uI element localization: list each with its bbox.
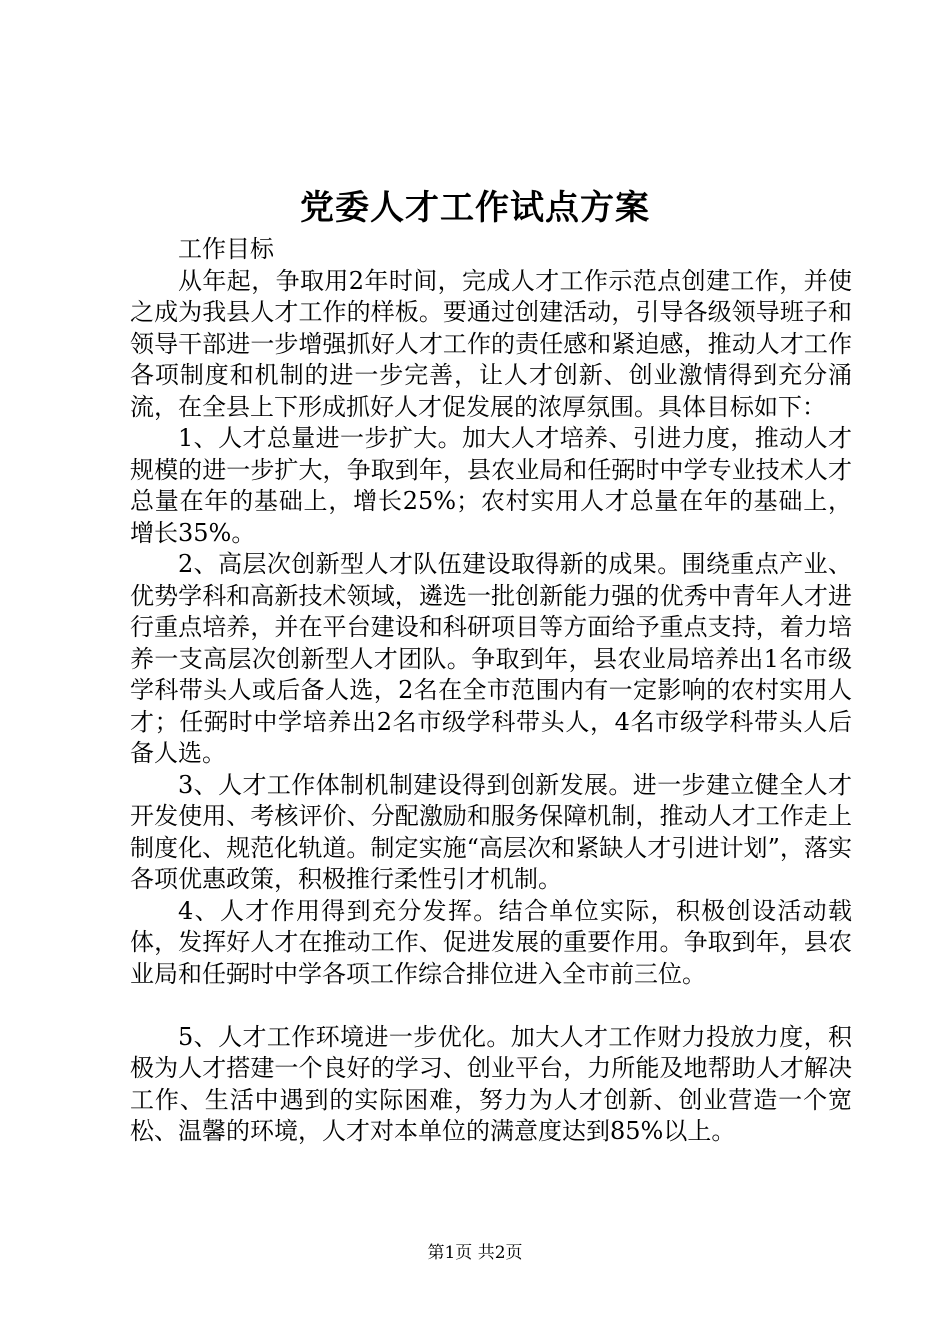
document-title: 党委人才工作试点方案 xyxy=(300,188,650,228)
paragraph-goal-5: 5、人才工作环境进一步优化。加大人才工作财力投放力度，积极为人才搭建一个良好的学习、创业平台，力所能及地帮助人才解决工作、生活中遇到的实际困难，努力为人才创新、创业营造一个宽松、温馨的环境，人才对本单位的满意度达到85%以上。 xyxy=(130,1022,852,1145)
paragraph-goal-3: 3、人才工作体制机制建设得到创新发展。进一步建立健全人才开发使用、考核评价、分配激励和服务保障机制，推动人才工作走上制度化、规范化轨道。制定实施“高层次和紧缺人才引进计划”，落实各项优惠政策，积极推行柔性引才机制。 xyxy=(130,770,852,893)
paragraph-goal-2: 2、高层次创新型人才队伍建设取得新的成果。围绕重点产业、优势学科和高新技术领域，遴选一批创新能力强的优秀中青年人才进行重点培养，并在平台建设和科研项目等方面给予重点支持，着力培养一支高层次创新型人才团队。争取到年，县农业局培养出1名市级学科带头人或后备人选，2名在全市范围内有一定影响的农村实用人才；任弼时中学培养出2名市级学科带头人，4名市级学科带头人后备人选。 xyxy=(130,550,852,767)
paragraph-intro: 从年起，争取用2年时间，完成人才工作示范点创建工作，并使之成为我县人才工作的样板。要通过创建活动，引导各级领导班子和领导干部进一步增强抓好人才工作的责任感和紧迫感，推动人才工作各项制度和机制的进一步完善，让人才创新、创业激情得到充分涌流，在全县上下形成抓好人才促发展的浓厚氛围。具体目标如下： xyxy=(130,266,852,421)
document-body xyxy=(130,234,852,1148)
page-number: 第1页 共2页 xyxy=(427,1243,523,1263)
paragraph-goal-1: 1、人才总量进一步扩大。加大人才培养、引进力度，推动人才规模的进一步扩大，争取到年，县农业局和任弼时中学专业技术人才总量在年的基础上，增长25%；农村实用人才总量在年的基础上，增长35%。 xyxy=(130,424,852,547)
section-heading: 工作目标 xyxy=(178,235,274,263)
paragraph-goal-4: 4、人才作用得到充分发挥。结合单位实际，积极创设活动载体，发挥好人才在推动工作、促进发展的重要作用。争取到年，县农业局和任弼时中学各项工作综合排位进入全市前三位。 xyxy=(130,896,852,988)
